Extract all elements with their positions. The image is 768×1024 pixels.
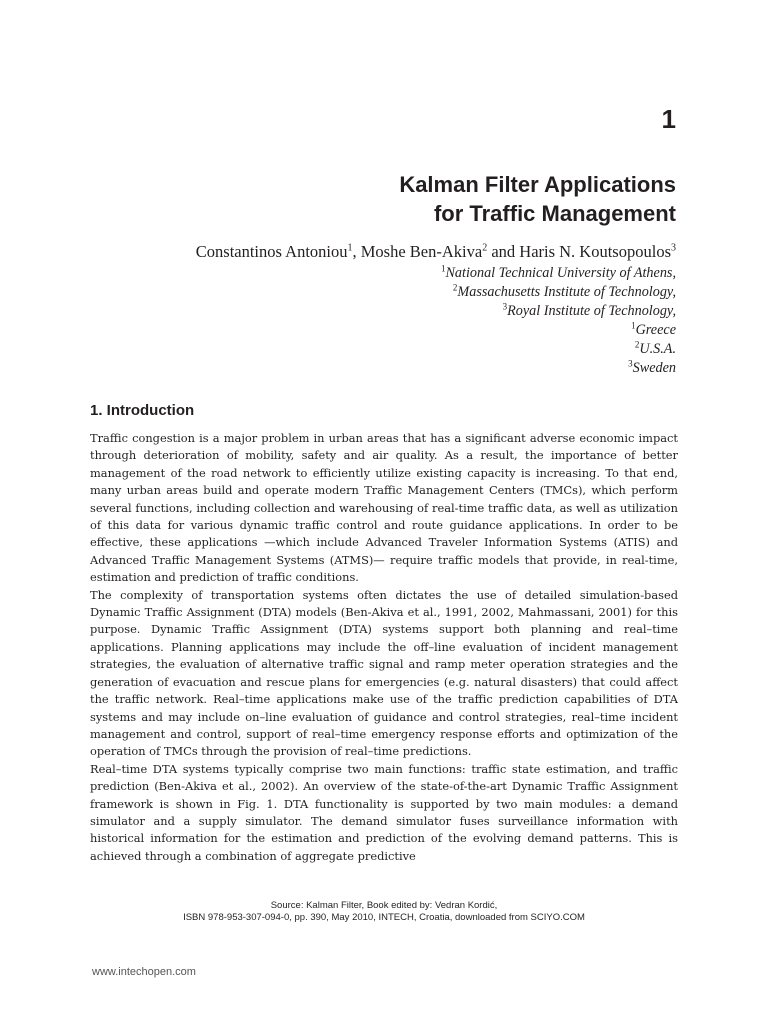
affiliation-line (441, 340, 676, 359)
affiliation-line (441, 264, 676, 283)
author-affiliation-mark: 2 (482, 242, 488, 254)
section-heading: 1. Introduction (90, 402, 195, 419)
affiliation-list (441, 264, 676, 378)
affiliation-text: Royal Institute of Technology, (507, 303, 676, 319)
affiliation-line (441, 359, 676, 378)
chapter-title-line-1: Kalman Filter Applications (399, 172, 676, 197)
paragraph: Real–time DTA systems typically comprise two main functions: traffic state estimation, and traffic prediction (Ben-Akiva et al., 2002). An overview of the state-of-the-art Dynamic Traffic Assignment framework is shown in Fig. 1. DTA functionality is supported by two main modules: a demand simulator and a supply simulator. The demand simulator fuses surveillance information with historical information for the estimation and prediction of the evolving demand patterns. This is achieved through a combination of aggregate predictive (90, 761, 678, 863)
paragraph: The complexity of transportation systems often dictates the use of detailed simulation-based Dynamic Traffic Assignment (DTA) models (Ben-Akiva et al., 1991, 2002, Mahmassani, 2001) for this purpose. Dynamic Traffic Assignment (DTA) systems support both planning and real–time applications. Planning applications may include the off–line evaluation of incident management strategies, the evaluation of alternative traffic signal and ramp meter operation strategies and the generation of evacuation and rescue plans for emergencies (e.g. natural disasters) that could affect the traffic network. Real–time applications make use of the traffic prediction capabilities of DTA systems and may include on–line evaluation of guidance and control strategies, real–time incident management and control, support of real–time emergency response efforts and optimization of the operation of TMCs through the provision of real–time predictions. (90, 587, 678, 759)
author-name: Moshe Ben-Akiva (360, 242, 483, 261)
author-name: Haris N. Koutsopoulos (519, 242, 671, 261)
paragraph: Traffic congestion is a major problem in urban areas that has a significant adverse economic impact through deterioration of mobility, safety and air quality. As a result, the importance of better management of the road network to efficiently utilize existing capacity is increasing. To that end, many urban areas build and operate modern Traffic Management Centers (TMCs), which perform several functions, including collection and warehousing of real-time traffic data, as well as utilization of this data for various dynamic traffic control and route guidance applications. In order to be effective, these applications —which include Advanced Traveler Information Systems (ATIS) and Advanced Traffic Management Systems (ATMS)— require traffic models that provide, in real-time, estimation and prediction of traffic conditions. (90, 431, 678, 585)
affiliation-text: Greece (635, 322, 676, 338)
affiliation-text: U.S.A. (639, 341, 676, 357)
source-note (90, 900, 678, 924)
chapter-title (399, 170, 676, 228)
footer-url: www.intechopen.com (92, 966, 196, 978)
source-note-line-1: Source: Kalman Filter, Book edited by: Vedran Kordić, (270, 900, 498, 911)
author-separator: and (487, 242, 520, 261)
body-text (90, 430, 678, 865)
author-affiliation-mark: 3 (671, 242, 676, 254)
affiliation-line (441, 283, 676, 302)
affiliation-line (441, 302, 676, 321)
affiliation-mark: 1 (440, 263, 446, 274)
chapter-number: 1 (661, 104, 676, 134)
affiliation-mark: 1 (631, 320, 636, 331)
affiliation-mark: 2 (452, 282, 458, 293)
affiliation-text: Sweden (632, 360, 676, 376)
affiliation-mark: 3 (502, 301, 508, 312)
affiliation-text: Massachusetts Institute of Technology, (457, 284, 676, 300)
author-name: Constantinos Antoniou (195, 242, 348, 261)
affiliation-line (441, 321, 676, 340)
affiliation-mark: 2 (634, 339, 640, 350)
author-separator: , (352, 242, 361, 261)
affiliation-text: National Technical University of Athens, (445, 265, 676, 281)
author-affiliation-mark: 1 (347, 242, 353, 254)
source-note-line-2: ISBN 978-953-307-094-0, pp. 390, May 2010, INTECH, Croatia, downloaded from SCIYO.COM (183, 912, 585, 923)
affiliation-mark: 3 (628, 358, 633, 369)
chapter-title-line-2: for Traffic Management (433, 201, 676, 226)
author-list (196, 242, 676, 262)
